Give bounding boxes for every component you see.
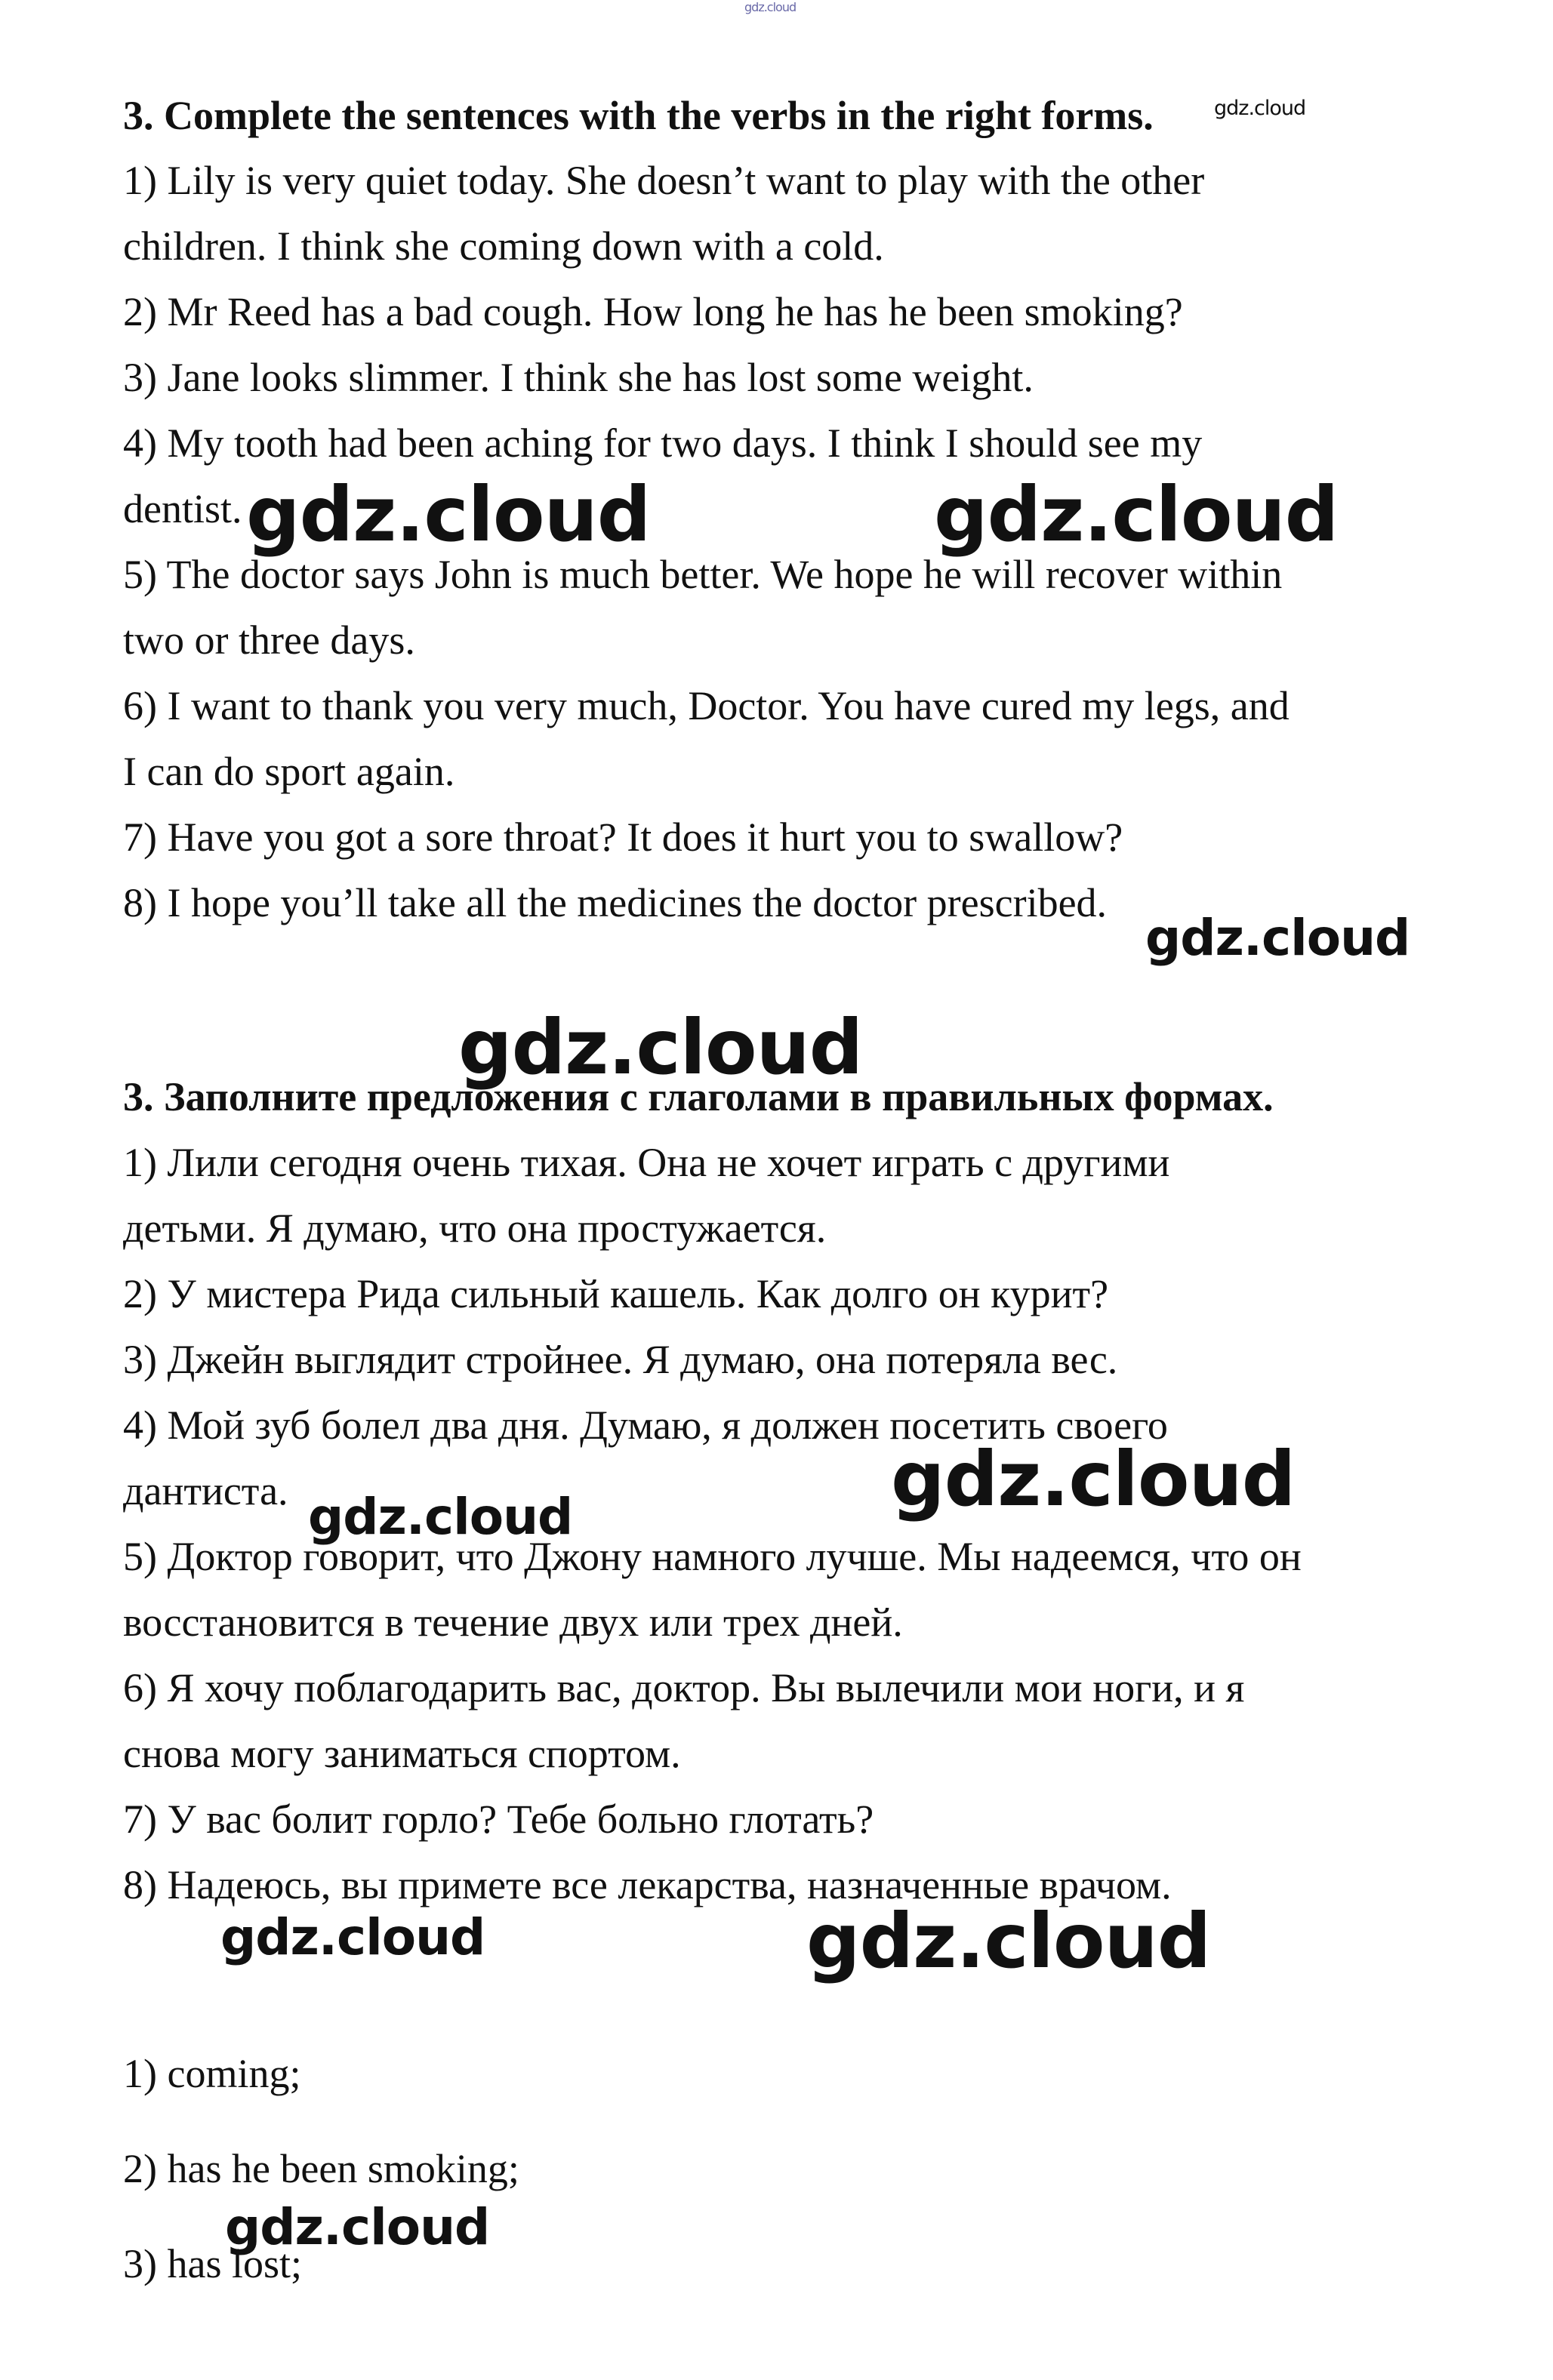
- russian-line: 1) Лили сегодня очень тихая. Она не хочет играть с другими: [123, 1140, 1170, 1185]
- russian-line: 8) Надеюсь, вы примете все лекарства, назначенные врачом.: [123, 1862, 1172, 1907]
- watermark-large: gdz.cloud: [458, 1003, 863, 1091]
- watermark-medium: gdz.cloud: [308, 1488, 573, 1546]
- watermark-medium: gdz.cloud: [1145, 909, 1410, 967]
- russian-line: 3) Джейн выглядит стройнее. Я думаю, она потеряла вес.: [123, 1337, 1118, 1382]
- english-line: 2) Mr Reed has a bad cough. How long he has he been smoking?: [123, 289, 1183, 334]
- watermark-large: gdz.cloud: [806, 1897, 1211, 1985]
- answer-line: 3) has lost;: [123, 2241, 302, 2286]
- english-line: two or three days.: [123, 617, 415, 663]
- russian-heading: 3. Заполните предложения с глаголами в правильных формах.: [123, 1074, 1274, 1119]
- russian-line: 5) Доктор говорит, что Джону намного лучше. Мы надеемся, что он: [123, 1534, 1302, 1579]
- answer-line: 1) coming;: [123, 2051, 301, 2096]
- english-line: 5) The doctor says John is much better. We hope he will recover within: [123, 552, 1283, 597]
- watermark-medium: gdz.cloud: [225, 2198, 490, 2256]
- english-line: dentist.: [123, 486, 242, 531]
- russian-line: снова могу заниматься спортом.: [123, 1731, 681, 1776]
- english-line: 1) Lily is very quiet today. She doesn’t want to play with the other: [123, 158, 1205, 203]
- watermark-large: gdz.cloud: [246, 470, 651, 559]
- english-line: 4) My tooth had been aching for two days. I think I should see my: [123, 420, 1203, 466]
- answer-line: 2) has he been smoking;: [123, 2146, 519, 2191]
- english-line: children. I think she coming down with a cold.: [123, 223, 884, 269]
- watermark-large: gdz.cloud: [891, 1435, 1296, 1523]
- watermark-top: gdz.cloud: [744, 0, 797, 14]
- watermark-medium: gdz.cloud: [220, 1908, 485, 1966]
- russian-line: 2) У мистера Рида сильный кашель. Как долго он курит?: [123, 1271, 1109, 1316]
- russian-line: 4) Мой зуб болел два дня. Думаю, я должен посетить своего: [123, 1402, 1168, 1448]
- english-line: I can do sport again.: [123, 749, 455, 794]
- english-line: 8) I hope you’ll take all the medicines the doctor prescribed.: [123, 880, 1108, 925]
- russian-line: детьми. Я думаю, что она простужается.: [123, 1205, 827, 1251]
- russian-line: 6) Я хочу поблагодарить вас, доктор. Вы вылечили мои ноги, и я: [123, 1665, 1245, 1710]
- english-line: 3) Jane looks slimmer. I think she has lost some weight.: [123, 355, 1034, 400]
- english-line: 7) Have you got a sore throat? It does it hurt you to swallow?: [123, 814, 1123, 860]
- russian-line: восстановится в течение двух или трех дней.: [123, 1599, 903, 1645]
- english-line: 6) I want to thank you very much, Doctor. You have cured my legs, and: [123, 683, 1290, 728]
- russian-line: дантиста.: [123, 1468, 288, 1513]
- watermark-small: gdz.cloud: [1214, 97, 1306, 120]
- russian-line: 7) У вас болит горло? Тебе больно глотать?: [123, 1797, 874, 1842]
- watermark-large: gdz.cloud: [934, 470, 1339, 559]
- english-heading: 3. Complete the sentences with the verbs in the right forms.: [123, 93, 1154, 138]
